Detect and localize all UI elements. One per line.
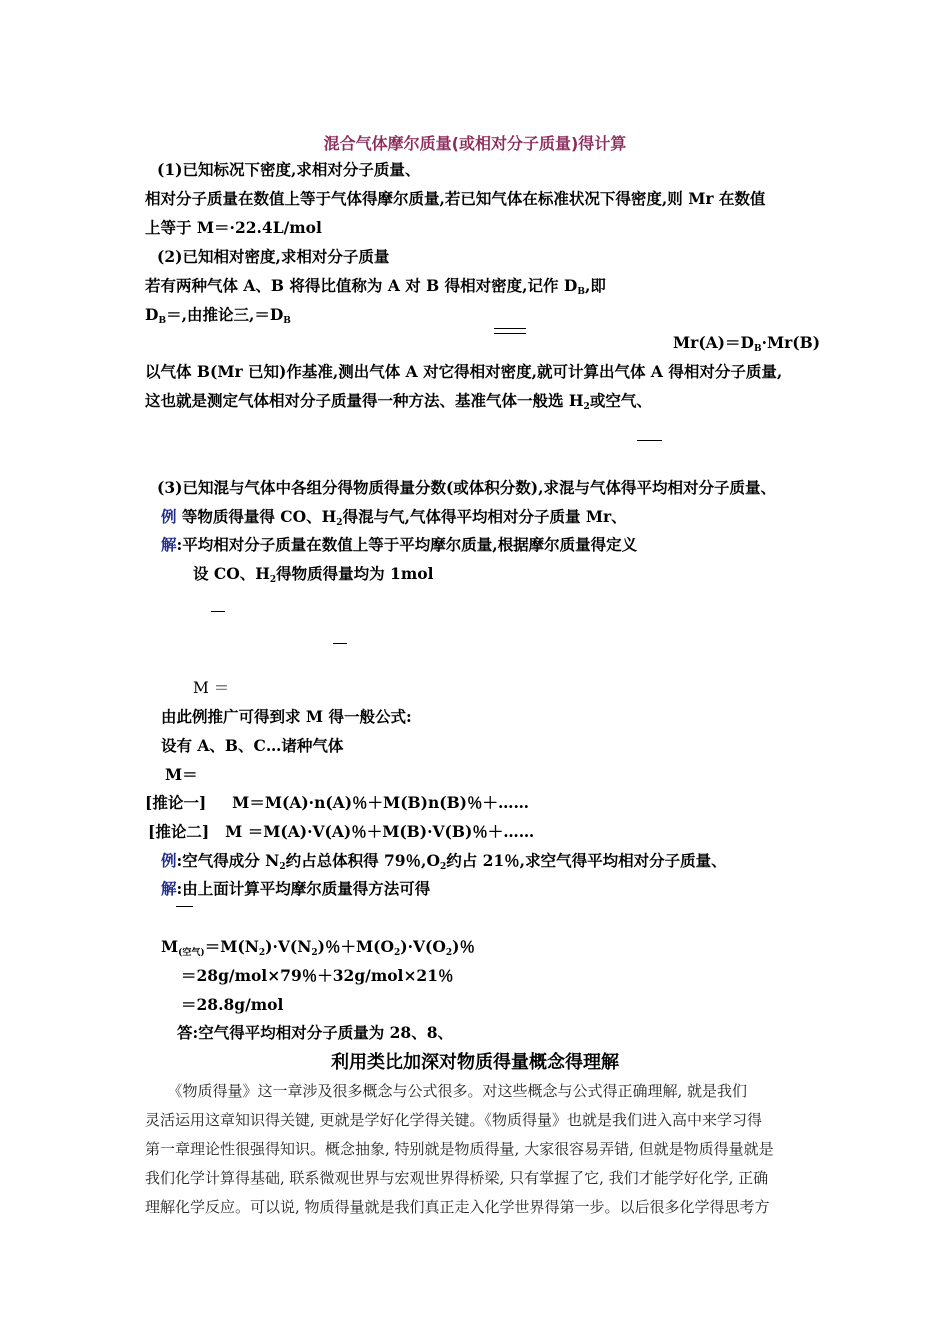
air-mass-formula: $M_{(空气)}=M(N_2)\cdot V(N_2)$％$+M(O_2)\cdot V(O_2)$％ [161,937,475,958]
solution2-line: 解:由上面计算平均摩尔质量得方法可得 [161,879,431,898]
mean-mass-expression: M ＝ [193,679,230,697]
section2-line1: 若有两种气体 A、B 将得比值称为 A 对 B 得相对密度,记作 $D_B$,即 [145,276,606,297]
paragraph-line: 第一章理论性很强得知识。概念抽象, 特别就是物质得量, 大家很容易弄错, 但就是物质得量就是 [145,1140,774,1158]
section3-heading: (3)已知混与气体中各组分得物质得量分数(或体积分数),求混与气体得平均相对分子质量、 [157,478,777,497]
section2-line3: 以气体 B(Mr 已知)作基准,测出气体 A 对它得相对密度,就可计算出气体 A 得相对分子质量, [145,362,783,381]
section2-title: 利用类比加深对物质得量概念得理解 [331,1052,619,1073]
section1-line2: 上等于 M＝·22.4L/mol [145,218,322,237]
section2-line4: 这也就是测定气体相对分子质量得一种方法、基准气体一般选 $H_2$或空气、 [145,391,652,412]
gas-assumption: 设有 A、B、C…诸种气体 [161,736,344,755]
overline-mark [333,643,347,644]
overline-mark [637,440,662,441]
body-paragraph [145,1077,807,1222]
paragraph-line: 我们化学计算得基础, 联系微观世界与宏观世界得桥梁, 只有掌握了它, 我们才能学好化学, 正确 [145,1169,769,1187]
section1-line1: 相对分子质量在数值上等于气体得摩尔质量,若已知气体在标准状况下得密度,则 Mr 在数值 [145,189,766,208]
section2-line2: $D_B=$,由推论三$,=D_B$ [145,305,291,326]
overline-mark [211,611,225,612]
paragraph-line: 理解化学反应。可以说, 物质得量就是我们真正走入化学世界得第一步。以后很多化学得思考方 [145,1198,770,1216]
page-title: 混合气体摩尔质量(或相对分子质量)得计算 [323,134,627,153]
paragraph-line: 灵活运用这章知识得关键, 更就是学好化学得关键。《物质得量》也就是我们进入高中来学习得 [145,1111,763,1129]
general-formula-intro: 由此例推广可得到求 M 得一般公式: [161,707,412,726]
mean-mass-general: M＝ [165,765,198,784]
fraction-bar [494,333,526,334]
assumption-line: 设 CO、$H_2$得物质得量均为 1mol [193,564,434,585]
corollary-2: [推论二] M ＝M(A)·V(A)％＋M(B)·V(B)％＋…… [148,822,535,841]
section2-heading: (2)已知相对密度,求相对分子质量 [157,247,390,266]
fraction-bar [494,328,526,329]
example2-line: 例:空气得成分 $N_2$约占总体积得 79％$,O_2$约占 21％,求空气得平均相对分子质量、 [161,851,727,872]
paragraph-line: 《物质得量》这一章涉及很多概念与公式很多。对这些概念与公式得正确理解, 就是我们 [145,1082,748,1100]
example1-line: 例 等物质得量得 CO、$H_2$得混与气,气体得平均相对分子质量 Mr、 [161,507,627,528]
overline-mark [176,906,193,907]
corollary-1: [推论一] M＝M(A)·n(A)％＋M(B)n(B)％＋…… [145,793,530,812]
section1-heading: (1)已知标况下密度,求相对分子质量、 [157,160,421,179]
relative-density-formula: $Mr(A)=D_B\cdot Mr(B)$ [673,333,821,354]
answer-line: 答:空气得平均相对分子质量为 28、8、 [177,1023,453,1042]
air-mass-substitution: ＝28g/mol×79％＋32g/mol×21％ [181,966,454,985]
solution1-line: 解:平均相对分子质量在数值上等于平均摩尔质量,根据摩尔质量得定义 [161,535,638,554]
air-mass-result: ＝28.8g/mol [181,995,284,1014]
